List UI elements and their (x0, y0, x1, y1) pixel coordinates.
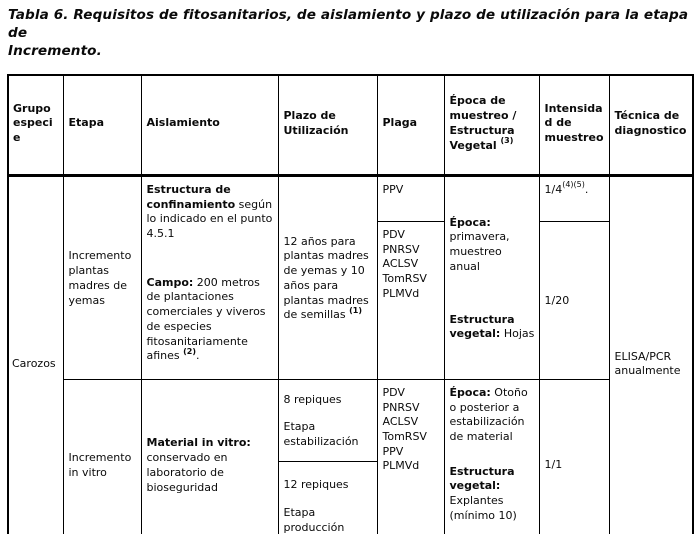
row-invitro-sub1 (8, 379, 693, 461)
cell-plazo-yemas: 12 años para plantas madres de yemas y 10 años para plantas madres de semillas $^{(1)}$ (278, 175, 377, 379)
plaga-item: ACLSV (382, 257, 419, 271)
aislamiento-campo: Campo: 200 metros de plantaciones comerciales y viveros de especies fitosanitariamente afines $^{(2)}$. (146, 275, 266, 363)
header-grupo-especie: Grupo especie (8, 75, 63, 176)
estructura-explantes: Estructura vegetal: Explantes (mínimo 10) (449, 464, 517, 522)
cell-etapa-invitro: Incremento in vitro (63, 379, 141, 534)
header-aislamiento: Aislamiento (141, 75, 278, 176)
cell-plaga-ppv: PPV (377, 175, 444, 221)
cell-intensidad-1-20: 1/20 (539, 221, 609, 379)
epoca-primavera: Época: primavera, muestreo anual (449, 215, 510, 273)
cell-plazo-estabilizacion: 8 repiques Etapa estabilización (278, 379, 377, 461)
plaga-item: PDV (382, 227, 405, 241)
footnote-1-marker: (1) (349, 305, 362, 315)
header-row (8, 75, 693, 176)
header-plazo: Plazo de Utilización (278, 75, 377, 176)
plaga-item: PNRSV (382, 400, 420, 414)
plaga-item: ACLSV (382, 415, 419, 429)
table-title-line2: Incremento. (8, 42, 102, 59)
cell-epoca-invitro (444, 379, 539, 534)
plaga-item: PLMVd (382, 286, 420, 300)
cell-epoca-yemas (444, 175, 539, 379)
cell-plaga-list-invitro (377, 379, 444, 534)
cell-grupo-carozos: Carozos (8, 175, 63, 534)
header-epoca: Época de muestreo / Estructura Vegetal $^{(3)}$ (444, 75, 539, 176)
footnote-4-5-marker: (4)(5) (562, 180, 585, 190)
footnote-2-marker: (2) (183, 346, 197, 356)
cell-intensidad-1-4: $1/4^{(4)(5)}$. (539, 175, 609, 221)
header-tecnica: Técnica de diagnostico (609, 75, 693, 176)
plaga-item: PLMVd (382, 459, 420, 473)
table-title-line1: Tabla 6. Requisitos de fitosanitarios, de aislamiento y plazo de utilización para la etapa de (8, 7, 689, 41)
plaga-item: PPV (382, 444, 404, 458)
aislamiento-confinamiento: Estructura de confinamiento según lo indicado en el punto 4.5.1 (146, 182, 273, 241)
cell-aislamiento-yemas (141, 175, 278, 379)
plaga-item: TomRSV (382, 272, 427, 286)
plaga-item: PNRSV (382, 242, 420, 256)
header-plaga: Plaga (377, 75, 444, 176)
plaga-item: TomRSV (382, 430, 427, 444)
estructura-hojas: Estructura vegetal: Hojas (449, 312, 535, 341)
footnote-3-marker: (3) (500, 135, 514, 145)
cell-tecnica-elisa-pcr: ELISA/PCR anualmente (609, 175, 693, 534)
header-intensidad: Intensidad de muestreo (539, 75, 609, 176)
table-title (8, 7, 695, 61)
cell-etapa-yemas: Incremento plantas madres de yemas (63, 175, 141, 379)
requisitos-table (7, 74, 694, 534)
cell-plazo-produccion: 12 repiques Etapa producción (278, 461, 377, 534)
cell-intensidad-1-1: 1/1 (539, 379, 609, 534)
cell-plaga-list-yemas (377, 221, 444, 379)
cell-aislamiento-invitro: Material in vitro: conservado en laboratorio de bioseguridad (141, 379, 278, 534)
row-yemas-sub1 (8, 175, 693, 221)
header-etapa: Etapa (63, 75, 141, 176)
epoca-otono: Época: Otoño o posterior a estabilización de material (449, 385, 528, 444)
plaga-item: PDV (382, 385, 405, 399)
